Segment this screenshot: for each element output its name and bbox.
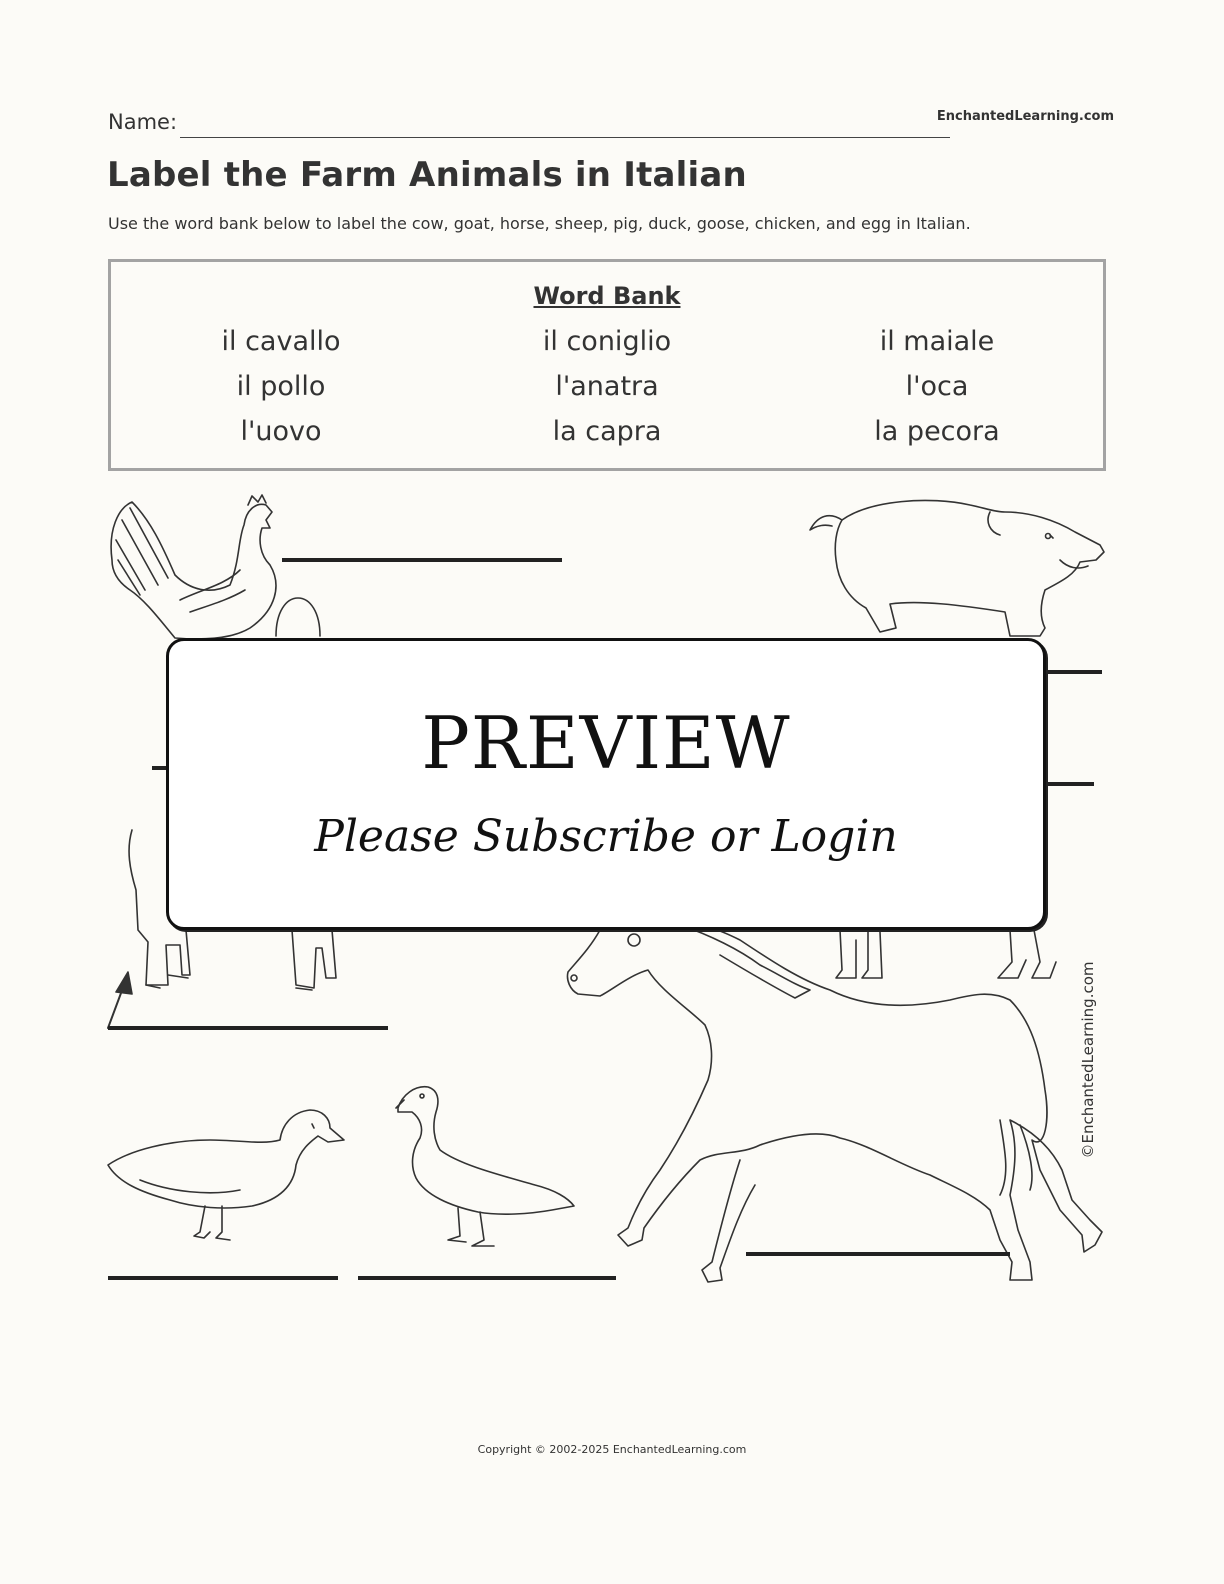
page-title: Label the Farm Animals in Italian (107, 155, 747, 195)
duck-icon (108, 1110, 344, 1240)
word-bank-item: il coniglio (542, 326, 672, 357)
word-bank-item: il cavallo (221, 326, 341, 357)
word-bank-item: la capra (552, 416, 662, 447)
word-bank-item: il maiale (879, 326, 995, 357)
preview-title: PREVIEW (421, 701, 791, 785)
preview-overlay[interactable] (166, 638, 1046, 930)
label-line[interactable] (282, 558, 562, 562)
word-bank-item: l'anatra (555, 371, 659, 402)
copyright: Copyright © 2002-2025 EnchantedLearning.com (477, 1443, 747, 1456)
pig-legs-lower (836, 930, 1056, 978)
instructions: Use the word bank below to label the cow, goat, horse, sheep, pig, duck, goose, chicken, and egg in Italian. (108, 214, 971, 233)
label-line[interactable] (1044, 782, 1094, 786)
pig-icon (810, 500, 1104, 636)
preview-subscribe-login-link[interactable]: Please Subscribe or Login (314, 811, 898, 862)
label-line[interactable] (152, 766, 166, 770)
label-line[interactable] (358, 1276, 616, 1280)
horse-icon (567, 924, 1102, 1282)
label-line[interactable] (746, 1252, 1010, 1256)
name-label: Name: (108, 110, 178, 134)
site-name: EnchantedLearning.com (936, 109, 1114, 124)
label-line[interactable] (108, 1026, 388, 1030)
word-bank-item: l'oca (905, 371, 969, 402)
goose-icon (396, 1087, 574, 1246)
arrow-icon (108, 972, 132, 1028)
label-line[interactable] (108, 1276, 338, 1280)
egg-icon (276, 598, 320, 636)
chicken-icon (111, 495, 276, 639)
label-line[interactable] (1044, 670, 1102, 674)
word-bank-item: la pecora (874, 416, 1000, 447)
vertical-credit: ©EnchantedLearning.com (1079, 961, 1097, 1159)
word-bank-title: Word Bank (533, 282, 681, 310)
word-bank-item: il pollo (236, 371, 326, 402)
word-bank-item: l'uovo (240, 416, 322, 447)
